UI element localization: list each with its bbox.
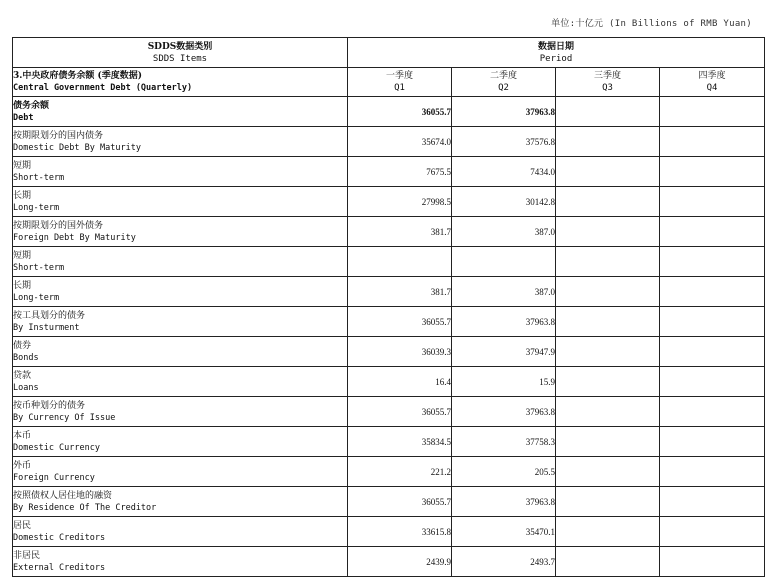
table-row <box>13 307 765 337</box>
row-label-cell <box>13 367 348 397</box>
table-row <box>13 517 765 547</box>
value-cell-q3 <box>556 517 660 547</box>
quarter-header-q4 <box>660 68 765 97</box>
row-label-cell <box>13 307 348 337</box>
items-header-cell <box>13 38 348 68</box>
quarter-header-q2 <box>452 68 556 97</box>
row-label-en: Bonds <box>13 352 39 363</box>
row-label-cell <box>13 397 348 427</box>
value-cell-q1: 221.2 <box>348 457 452 487</box>
row-label-en: Debt <box>13 112 34 123</box>
table-row <box>13 457 765 487</box>
value-cell-q3 <box>556 547 660 577</box>
row-label-zh: 按期限划分的国外债务 <box>13 220 104 231</box>
row-label-en: Long-term <box>13 202 60 213</box>
row-label-en: By Currency Of Issue <box>13 412 116 423</box>
value-cell-q4 <box>660 547 765 577</box>
row-label-cell <box>13 337 348 367</box>
value-cell-q4 <box>660 307 765 337</box>
value-cell-q4 <box>660 157 765 187</box>
period-header-zh: 数据日期 <box>538 41 575 52</box>
quarter-q2-zh: 二季度 <box>489 71 517 81</box>
row-label-zh: 居民 <box>13 520 32 531</box>
value-cell-q2: 37758.3 <box>452 427 556 457</box>
value-cell-q4 <box>660 487 765 517</box>
table-row <box>13 247 765 277</box>
row-label-zh: 债券 <box>13 340 32 351</box>
value-cell-q4 <box>660 337 765 367</box>
value-cell-q3 <box>556 217 660 247</box>
period-header-cell <box>348 38 765 68</box>
quarter-q1-zh: 一季度 <box>385 71 413 81</box>
value-cell-q1: 36039.3 <box>348 337 452 367</box>
value-cell-q4 <box>660 277 765 307</box>
value-cell-q4 <box>660 97 765 127</box>
quarter-header-q3 <box>556 68 660 97</box>
value-cell-q3 <box>556 157 660 187</box>
value-cell-q2: 7434.0 <box>452 157 556 187</box>
quarter-q3-en: Q3 <box>602 83 613 93</box>
row-label-cell <box>13 127 348 157</box>
section-label-cell <box>13 68 348 97</box>
row-label-en: Foreign Currency <box>13 472 95 483</box>
value-cell-q1: 36055.7 <box>348 307 452 337</box>
table-row <box>13 547 765 577</box>
value-cell-q2: 2493.7 <box>452 547 556 577</box>
value-cell-q1: 27998.5 <box>348 187 452 217</box>
section-title-en: Central Government Debt (Quarterly) <box>13 83 193 93</box>
value-cell-q3 <box>556 307 660 337</box>
value-cell-q2: 37947.9 <box>452 337 556 367</box>
value-cell-q1: 36055.7 <box>348 97 452 127</box>
row-label-en: By Residence Of The Creditor <box>13 502 157 513</box>
row-label-zh: 非居民 <box>13 550 41 561</box>
value-cell-q3 <box>556 367 660 397</box>
section-row <box>13 68 765 97</box>
value-cell-q3 <box>556 247 660 277</box>
value-cell-q1: 16.4 <box>348 367 452 397</box>
row-label-zh: 长期 <box>13 190 32 201</box>
debt-table <box>12 37 765 577</box>
row-label-zh: 长期 <box>13 280 32 291</box>
value-cell-q2: 37963.8 <box>452 487 556 517</box>
row-label-en: Foreign Debt By Maturity <box>13 232 136 243</box>
value-cell-q3 <box>556 187 660 217</box>
value-cell-q1: 36055.7 <box>348 487 452 517</box>
table-row <box>13 187 765 217</box>
value-cell-q4 <box>660 187 765 217</box>
quarter-q3-zh: 三季度 <box>593 71 621 81</box>
value-cell-q1: 35834.5 <box>348 427 452 457</box>
value-cell-q2 <box>452 247 556 277</box>
row-label-cell <box>13 517 348 547</box>
value-cell-q4 <box>660 367 765 397</box>
value-cell-q3 <box>556 397 660 427</box>
table-row <box>13 97 765 127</box>
row-label-zh: 按期限划分的国内债务 <box>13 130 104 141</box>
value-cell-q2: 37963.8 <box>452 397 556 427</box>
row-label-zh: 按照债权人居住地的融资 <box>13 490 113 501</box>
row-label-zh: 外币 <box>13 460 32 471</box>
table-row <box>13 427 765 457</box>
value-cell-q3 <box>556 487 660 517</box>
value-cell-q2: 37963.8 <box>452 97 556 127</box>
table-row <box>13 127 765 157</box>
quarter-q2-en: Q2 <box>498 83 509 93</box>
table-row <box>13 217 765 247</box>
header-row <box>13 38 765 68</box>
value-cell-q4 <box>660 217 765 247</box>
unit-label: 单位:十亿元 (In Billions of RMB Yuan) <box>551 19 752 29</box>
value-cell-q3 <box>556 457 660 487</box>
items-header-en: SDDS Items <box>152 53 208 64</box>
value-cell-q4 <box>660 517 765 547</box>
value-cell-q2: 387.0 <box>452 277 556 307</box>
row-label-en: Domestic Currency <box>13 442 100 453</box>
row-label-zh: 本币 <box>13 430 32 441</box>
row-label-cell <box>13 187 348 217</box>
row-label-cell <box>13 427 348 457</box>
row-label-cell <box>13 157 348 187</box>
value-cell-q2: 30142.8 <box>452 187 556 217</box>
row-label-cell <box>13 217 348 247</box>
row-label-zh: 短期 <box>13 250 32 261</box>
table-row <box>13 157 765 187</box>
row-label-cell <box>13 487 348 517</box>
row-label-en: Domestic Debt By Maturity <box>13 142 141 153</box>
value-cell-q1: 381.7 <box>348 277 452 307</box>
value-cell-q4 <box>660 397 765 427</box>
row-label-zh: 债务余额 <box>13 100 50 111</box>
table-row <box>13 277 765 307</box>
value-cell-q3 <box>556 337 660 367</box>
row-label-en: Long-term <box>13 292 60 303</box>
value-cell-q4 <box>660 247 765 277</box>
table-row <box>13 367 765 397</box>
row-label-en: Domestic Creditors <box>13 532 106 543</box>
row-label-en: Short-term <box>13 172 65 183</box>
quarter-q4-en: Q4 <box>706 83 718 93</box>
value-cell-q1: 381.7 <box>348 217 452 247</box>
value-cell-q4 <box>660 457 765 487</box>
row-label-cell <box>13 97 348 127</box>
row-label-zh: 按工具划分的债务 <box>13 310 86 321</box>
quarter-header-q1 <box>348 68 452 97</box>
quarter-q1-en: Q1 <box>394 83 405 93</box>
value-cell-q3 <box>556 97 660 127</box>
row-label-en: Short-term <box>13 262 65 273</box>
value-cell-q4 <box>660 127 765 157</box>
row-label-cell <box>13 457 348 487</box>
row-label-en: By Insturment <box>13 322 80 333</box>
table-row <box>13 337 765 367</box>
value-cell-q2: 37576.8 <box>452 127 556 157</box>
value-cell-q1: 7675.5 <box>348 157 452 187</box>
value-cell-q2: 15.9 <box>452 367 556 397</box>
table-row <box>13 487 765 517</box>
row-label-en: External Creditors <box>13 562 106 573</box>
section-title-zh: 3.中央政府债务余额 (季度数据) <box>13 71 143 81</box>
value-cell-q2: 387.0 <box>452 217 556 247</box>
period-header-en: Period <box>539 53 573 64</box>
row-label-cell <box>13 547 348 577</box>
table-row <box>13 397 765 427</box>
value-cell-q2: 37963.8 <box>452 307 556 337</box>
row-label-zh: 按币种划分的债务 <box>13 400 86 411</box>
value-cell-q1: 36055.7 <box>348 397 452 427</box>
value-cell-q2: 35470.1 <box>452 517 556 547</box>
value-cell-q1: 33615.8 <box>348 517 452 547</box>
value-cell-q1: 2439.9 <box>348 547 452 577</box>
quarter-q4-zh: 四季度 <box>698 71 726 81</box>
row-label-en: Loans <box>13 382 39 393</box>
value-cell-q3 <box>556 277 660 307</box>
value-cell-q1 <box>348 247 452 277</box>
row-label-zh: 短期 <box>13 160 32 171</box>
value-cell-q2: 205.5 <box>452 457 556 487</box>
row-label-zh: 贷款 <box>13 370 32 381</box>
row-label-cell <box>13 277 348 307</box>
value-cell-q3 <box>556 127 660 157</box>
value-cell-q3 <box>556 427 660 457</box>
items-header-zh: SDDS数据类别 <box>147 41 213 52</box>
row-label-cell <box>13 247 348 277</box>
value-cell-q4 <box>660 427 765 457</box>
value-cell-q1: 35674.0 <box>348 127 452 157</box>
